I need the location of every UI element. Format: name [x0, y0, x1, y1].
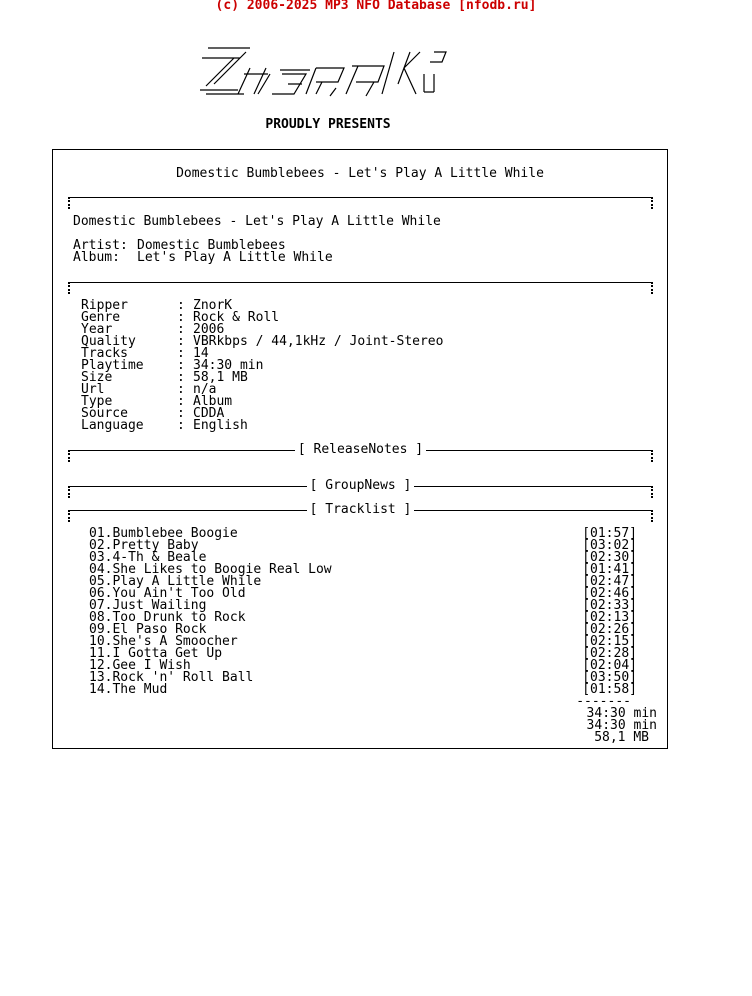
info-key: Quality	[81, 334, 136, 349]
track-number: 11.	[89, 646, 113, 661]
info-row: Size : 58,1 MB	[81, 370, 248, 385]
track-time: [02:28]	[582, 646, 637, 661]
track-title: The Mud	[112, 682, 168, 697]
info-value: 34:30 min	[193, 358, 264, 373]
info-value: 2006	[193, 322, 225, 337]
release-title: Domestic Bumblebees - Let's Play A Little While	[176, 166, 544, 181]
info-row: Year : 2006	[81, 322, 225, 337]
info-key: Playtime	[81, 358, 144, 373]
album-line	[73, 251, 333, 265]
track-number: 14.	[89, 682, 113, 697]
info-row: Language : English	[81, 418, 248, 433]
separator-release-notes	[68, 442, 653, 462]
track-time: [01:41]	[582, 562, 637, 577]
track-title: Too Drunk to Rock	[112, 610, 246, 625]
total-playtime: 34:30 min	[586, 706, 657, 721]
separator-info	[68, 282, 653, 294]
info-key: Language	[81, 418, 144, 433]
track-number: 08.	[89, 610, 113, 625]
artist-label: Artist:	[73, 238, 128, 253]
header-title: Domestic Bumblebees - Let's Play A Little While	[73, 214, 441, 229]
info-row: Quality : VBRkbps / 44,1kHz / Joint-Stereo	[81, 334, 444, 349]
release-notes-heading: [ ReleaseNotes ]	[295, 442, 426, 457]
separator-group-news	[68, 478, 653, 498]
info-row: Genre : Rock & Roll	[81, 310, 280, 325]
info-key: Ripper	[81, 298, 128, 313]
info-value: ZnorK	[193, 298, 233, 313]
group-news-heading: [ GroupNews ]	[307, 478, 415, 493]
separator-top	[68, 197, 653, 209]
track-time: [02:46]	[582, 586, 637, 601]
proudly-presents: PROUDLY PRESENTS	[265, 117, 391, 132]
info-value: Rock & Roll	[193, 310, 280, 325]
track-number: 04.	[89, 562, 113, 577]
total-playtime-repeat: 34:30 min	[586, 718, 657, 733]
info-key: Size	[81, 370, 113, 385]
track-title: Rock 'n' Roll Ball	[112, 670, 254, 685]
track-number: 12.	[89, 658, 113, 673]
track-title: 4-Th & Beale	[112, 550, 207, 565]
info-value: CDDA	[193, 406, 225, 421]
track-row	[89, 684, 637, 696]
info-row: Tracks : 14	[81, 346, 209, 361]
info-row: Source : CDDA	[81, 406, 225, 421]
track-time: [01:58]	[582, 682, 637, 697]
album-value: Let's Play A Little While	[137, 250, 333, 265]
info-key: Source	[81, 406, 128, 421]
artist-value: Domestic Bumblebees	[137, 238, 286, 253]
track-row	[89, 672, 637, 684]
tracklist-heading: [ Tracklist ]	[307, 502, 415, 517]
track-number: 01.	[89, 526, 113, 541]
track-number: 02.	[89, 538, 113, 553]
track-title: Just Wailing	[112, 598, 207, 613]
track-number: 09.	[89, 622, 113, 637]
track-title: I Gotta Get Up	[112, 646, 223, 661]
track-time: [02:33]	[582, 598, 637, 613]
site-credit: (c) 2006-2025 MP3 NFO Database [nfodb.ru]	[215, 0, 537, 13]
track-title: Pretty Baby	[112, 538, 199, 553]
track-title: She Likes to Boogie Real Low	[112, 562, 332, 577]
track-number: 06.	[89, 586, 113, 601]
info-value: 58,1 MB	[193, 370, 248, 385]
info-key: Genre	[81, 310, 121, 325]
track-title: She's A Smoocher	[112, 634, 238, 649]
track-number: 10.	[89, 634, 113, 649]
info-key: Year	[81, 322, 113, 337]
info-value: Album	[193, 394, 233, 409]
track-title: Bumblebee Boogie	[112, 526, 238, 541]
album-label: Album:	[73, 250, 120, 265]
info-key: Tracks	[81, 346, 128, 361]
totals-divider: -------	[576, 694, 631, 709]
total-size: 58,1 MB	[594, 730, 649, 745]
track-title: Play A Little While	[112, 574, 262, 589]
track-time: [03:50]	[582, 670, 637, 685]
info-key: Url	[81, 382, 105, 397]
track-time: [02:26]	[582, 622, 637, 637]
info-value: English	[193, 418, 248, 433]
track-time: [03:02]	[582, 538, 637, 553]
znork-ascii-logo	[198, 44, 450, 98]
info-value: VBRkbps / 44,1kHz / Joint-Stereo	[193, 334, 444, 349]
track-time: [02:04]	[582, 658, 637, 673]
track-number: 07.	[89, 598, 113, 613]
track-title: Gee I Wish	[112, 658, 191, 673]
track-time: [02:13]	[582, 610, 637, 625]
info-value: 14	[193, 346, 209, 361]
track-number: 13.	[89, 670, 113, 685]
track-number: 05.	[89, 574, 113, 589]
info-key: Type	[81, 394, 113, 409]
nfo-box	[52, 149, 668, 749]
info-row: Playtime : 34:30 min	[81, 358, 264, 373]
track-time: [02:30]	[582, 550, 637, 565]
track-title: El Paso Rock	[112, 622, 207, 637]
info-row: Type : Album	[81, 394, 233, 409]
separator-tracklist	[68, 502, 653, 522]
track-time: [02:15]	[582, 634, 637, 649]
track-number: 03.	[89, 550, 113, 565]
info-row: Url : n/a	[81, 382, 217, 397]
track-title: You Ain't Too Old	[112, 586, 246, 601]
track-time: [02:47]	[582, 574, 637, 589]
info-value: n/a	[193, 382, 217, 397]
info-row: Ripper : ZnorK	[81, 298, 233, 313]
track-time: [01:57]	[582, 526, 637, 541]
